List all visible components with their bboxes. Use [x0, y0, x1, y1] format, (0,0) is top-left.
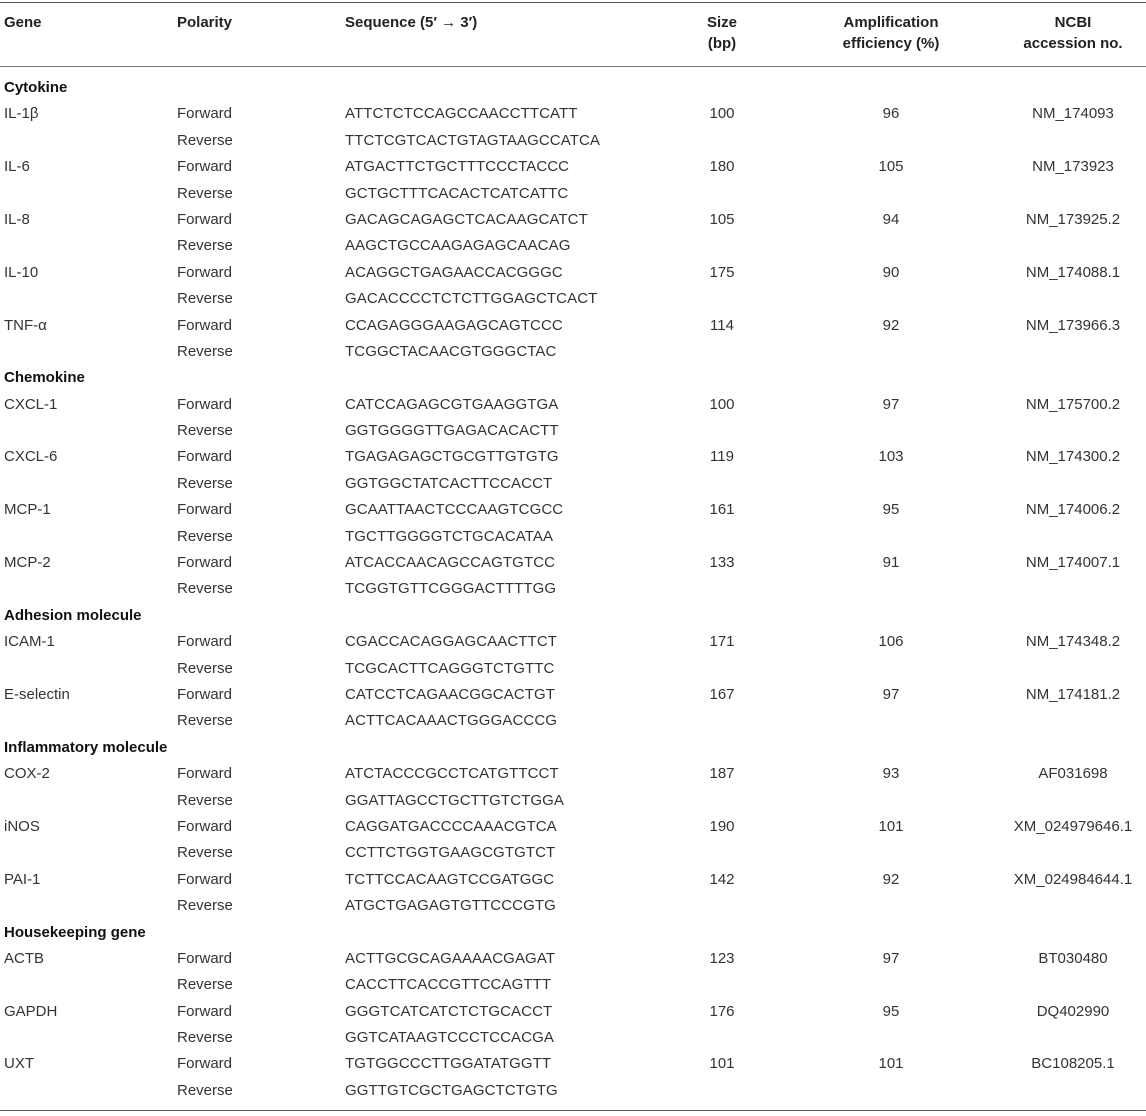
cell-sequence: AAGCTGCCAAGAGAGCAACAG [345, 237, 571, 255]
header-gene: Gene [4, 14, 42, 31]
cell-gene: ICAM-1 [4, 633, 55, 651]
table-row [0, 576, 1146, 602]
cell-sequence: GGATTAGCCTGCTTGTCTGGA [345, 791, 565, 809]
cell-gene: IL-8 [4, 210, 30, 228]
section-heading-row [0, 365, 1146, 391]
cell-size: 114 [710, 316, 734, 334]
cell-size: 171 [709, 633, 735, 651]
cell-ncbi-accession: NM_175700.2 [1025, 395, 1121, 413]
cell-sequence: GGTCATAAGTCCCTCCACGA [345, 1029, 554, 1047]
table-row [0, 339, 1146, 365]
cell-sequence: CACCTTCACCGTTCCAGTTT [345, 976, 552, 994]
cell-polarity: Reverse [177, 131, 233, 149]
header-amplification-line1: Amplification [843, 14, 939, 31]
cell-size: 123 [709, 949, 735, 967]
table-row [0, 207, 1146, 233]
table-row [0, 181, 1146, 207]
cell-polarity: Reverse [177, 1029, 233, 1047]
cell-amplification-efficiency: 95 [882, 501, 900, 519]
cell-sequence: ACTTGCGCAGAAAACGAGAT [345, 949, 556, 967]
cell-amplification-efficiency: 97 [882, 685, 900, 703]
cell-size: 175 [709, 263, 735, 281]
table-row [0, 761, 1146, 787]
header-size-line1: Size [706, 14, 737, 31]
cell-amplification-efficiency: 93 [882, 765, 900, 783]
cell-polarity: Forward [177, 554, 233, 572]
cell-gene: iNOS [4, 817, 40, 835]
cell-size: 167 [709, 685, 735, 703]
cell-sequence: CGACCACAGGAGCAACTTCT [345, 633, 558, 651]
cell-sequence: TCGCACTTCAGGGTCTGTTC [345, 659, 555, 677]
cell-polarity: Reverse [177, 580, 233, 598]
table-row [0, 313, 1146, 339]
cell-polarity: Forward [177, 158, 233, 176]
cell-sequence: TCGGTGTTCGGGACTTTTGG [345, 580, 557, 598]
table-row [0, 233, 1146, 259]
cell-ncbi-accession: NM_174007.1 [1025, 554, 1121, 572]
cell-size: 187 [709, 765, 735, 783]
cell-ncbi-accession: AF031698 [1038, 765, 1108, 783]
cell-sequence: TCTTCCACAAGTCCGATGGC [345, 870, 555, 888]
table-row [0, 788, 1146, 814]
cell-sequence: CCAGAGGGAAGAGCAGTCCC [345, 316, 563, 334]
cell-sequence: ATCACCAACAGCCAGTGTCC [345, 554, 556, 572]
cell-gene: CXCL-6 [4, 448, 58, 466]
cell-polarity: Reverse [177, 897, 233, 915]
cell-sequence: TGCTTGGGGTCTGCACATAA [345, 527, 554, 545]
table-row [0, 682, 1146, 708]
cell-polarity: Reverse [177, 237, 233, 255]
cell-sequence: TCGGCTACAACGTGGGCTAC [345, 342, 557, 360]
cell-polarity: Forward [177, 263, 233, 281]
cell-amplification-efficiency: 92 [882, 316, 900, 334]
cell-amplification-efficiency: 91 [882, 554, 900, 572]
table-row [0, 814, 1146, 840]
header-amplification-line2: efficiency (%) [842, 35, 940, 52]
cell-polarity: Forward [177, 949, 233, 967]
cell-polarity: Forward [177, 1002, 233, 1020]
cell-sequence: GACAGCAGAGCTCACAAGCATCT [345, 210, 588, 228]
cell-ncbi-accession: NM_174006.2 [1025, 501, 1121, 519]
cell-polarity: Reverse [177, 422, 233, 440]
cell-gene: IL-6 [4, 158, 30, 176]
cell-ncbi-accession: XM_024979646.1 [1013, 817, 1133, 835]
cell-amplification-efficiency: 101 [878, 1055, 904, 1073]
table-row [0, 893, 1146, 919]
table-row [0, 418, 1146, 444]
cell-sequence: GACACCCCTCTCTTGGAGCTCACT [345, 290, 598, 308]
cell-amplification-efficiency: 105 [878, 158, 904, 176]
cell-amplification-efficiency: 97 [882, 395, 900, 413]
section-heading: Inflammatory molecule [4, 738, 168, 756]
section-heading: Adhesion molecule [4, 606, 142, 624]
cell-amplification-efficiency: 90 [882, 263, 900, 281]
cell-sequence: GGTGGGGTTGAGACACACTT [345, 422, 559, 440]
cell-ncbi-accession: NM_174300.2 [1025, 448, 1121, 466]
cell-ncbi-accession: NM_173966.3 [1025, 316, 1121, 334]
cell-size: 190 [709, 817, 735, 835]
table-row [0, 101, 1146, 127]
cell-polarity: Reverse [177, 1081, 233, 1099]
cell-ncbi-accession: BT030480 [1038, 949, 1108, 967]
cell-size: 161 [709, 501, 735, 519]
cell-ncbi-accession: NM_173923 [1032, 158, 1114, 176]
cell-gene: PAI-1 [4, 870, 41, 888]
cell-amplification-efficiency: 92 [882, 870, 900, 888]
table-row [0, 629, 1146, 655]
cell-polarity: Forward [177, 1055, 233, 1073]
cell-ncbi-accession: NM_174088.1 [1025, 263, 1121, 281]
cell-sequence: CATCCAGAGCGTGAAGGTGA [345, 395, 559, 413]
cell-gene: MCP-1 [4, 501, 51, 519]
cell-polarity: Forward [177, 105, 233, 123]
table-row [0, 1051, 1146, 1077]
cell-sequence: GGTTGTCGCTGAGCTCTGTG [345, 1081, 558, 1099]
cell-gene: IL-10 [4, 263, 39, 281]
cell-gene: UXT [4, 1055, 34, 1073]
cell-gene: ACTB [4, 949, 45, 967]
cell-sequence: CAGGATGACCCCAAACGTCA [345, 817, 557, 835]
cell-sequence: GCAATTAACTCCCAAGTCGCC [345, 501, 564, 519]
cell-ncbi-accession: NM_173925.2 [1025, 210, 1121, 228]
cell-sequence: TGAGAGAGCTGCGTTGTGTG [345, 448, 559, 466]
table-row [0, 392, 1146, 418]
cell-ncbi-accession: BC108205.1 [1031, 1055, 1115, 1073]
table-row [0, 840, 1146, 866]
cell-polarity: Forward [177, 395, 233, 413]
section-heading-row [0, 75, 1146, 101]
cell-polarity: Forward [177, 817, 233, 835]
header-ncbi-line2: accession no. [1023, 35, 1123, 52]
cell-amplification-efficiency: 103 [878, 448, 904, 466]
header-size-line2: (bp) [707, 35, 737, 52]
cell-polarity: Reverse [177, 527, 233, 545]
table-body [0, 75, 1146, 1104]
cell-polarity: Reverse [177, 976, 233, 994]
cell-sequence: ATCTACCCGCCTCATGTTCCT [345, 765, 559, 783]
table-row [0, 708, 1146, 734]
cell-polarity: Forward [177, 633, 233, 651]
cell-polarity: Forward [177, 870, 233, 888]
cell-ncbi-accession: NM_174181.2 [1025, 685, 1121, 703]
table-row [0, 471, 1146, 497]
header-amplification-efficiency [806, 12, 976, 54]
cell-sequence: GCTGCTTTCACACTCATCATTC [345, 184, 569, 202]
table-row [0, 286, 1146, 312]
section-heading-row [0, 920, 1146, 946]
cell-amplification-efficiency: 96 [882, 105, 900, 123]
section-heading: Cytokine [4, 79, 68, 96]
table-row [0, 946, 1146, 972]
cell-polarity: Reverse [177, 712, 233, 730]
cell-sequence: ATTCTCTCCAGCCAACCTTCATT [345, 105, 578, 123]
cell-gene: E-selectin [4, 685, 70, 703]
cell-sequence: TGTGGCCCTTGGATATGGTT [345, 1055, 552, 1073]
cell-amplification-efficiency: 97 [882, 949, 900, 967]
header-polarity: Polarity [177, 14, 233, 31]
cell-gene: GAPDH [4, 1002, 58, 1020]
cell-amplification-efficiency: 94 [882, 210, 900, 228]
cell-polarity: Reverse [177, 791, 233, 809]
cell-size: 119 [710, 448, 734, 466]
table-row [0, 999, 1146, 1025]
cell-size: 176 [709, 1002, 735, 1020]
table-row [0, 497, 1146, 523]
table-top-rule [0, 2, 1146, 3]
section-heading: Housekeeping gene [4, 923, 146, 941]
header-sequence: Sequence (5′ → 3′) [345, 14, 478, 31]
cell-polarity: Reverse [177, 474, 233, 492]
cell-size: 133 [709, 554, 735, 572]
header-divider-rule [0, 66, 1146, 67]
table-row [0, 444, 1146, 470]
cell-polarity: Reverse [177, 659, 233, 677]
cell-amplification-efficiency: 95 [882, 1002, 900, 1020]
cell-polarity: Reverse [177, 184, 233, 202]
section-heading: Chemokine [4, 369, 85, 387]
cell-gene: COX-2 [4, 765, 50, 783]
table-row [0, 1025, 1146, 1051]
cell-sequence: GGGTCATCATCTCTGCACCT [345, 1002, 553, 1020]
cell-sequence: CCTTCTGGTGAAGCGTGTCT [345, 844, 556, 862]
table-row [0, 656, 1146, 682]
table-row [0, 867, 1146, 893]
cell-size: 105 [709, 210, 735, 228]
table-row [0, 260, 1146, 286]
cell-polarity: Forward [177, 765, 233, 783]
header-size [690, 12, 754, 54]
cell-sequence: ACAGGCTGAGAACCACGGGC [345, 263, 563, 281]
cell-sequence: TTCTCGTCACTGTAGTAAGCCATCA [345, 131, 600, 149]
cell-size: 100 [709, 105, 735, 123]
cell-gene: IL-1β [4, 105, 39, 123]
cell-polarity: Forward [177, 685, 233, 703]
cell-ncbi-accession: XM_024984644.1 [1013, 870, 1133, 888]
cell-sequence: CATCCTCAGAACGGCACTGT [345, 685, 556, 703]
table-row [0, 972, 1146, 998]
table-row [0, 1078, 1146, 1104]
section-heading-row [0, 603, 1146, 629]
cell-polarity: Reverse [177, 844, 233, 862]
cell-ncbi-accession: DQ402990 [1036, 1002, 1110, 1020]
cell-sequence: ATGCTGAGAGTGTTCCCGTG [345, 897, 556, 915]
cell-ncbi-accession: NM_174093 [1032, 105, 1114, 123]
cell-polarity: Reverse [177, 290, 233, 308]
cell-gene: CXCL-1 [4, 395, 58, 413]
table-row [0, 550, 1146, 576]
section-heading-row [0, 735, 1146, 761]
table-bottom-rule [0, 1110, 1146, 1111]
cell-polarity: Forward [177, 210, 233, 228]
cell-size: 100 [709, 395, 735, 413]
cell-size: 142 [709, 870, 735, 888]
cell-size: 101 [709, 1055, 735, 1073]
cell-polarity: Forward [177, 316, 233, 334]
cell-sequence: ATGACTTCTGCTTTCCCTACCC [345, 158, 570, 176]
cell-ncbi-accession: NM_174348.2 [1025, 633, 1121, 651]
cell-polarity: Forward [177, 448, 233, 466]
header-ncbi-accession [1000, 12, 1146, 54]
table-row [0, 154, 1146, 180]
cell-amplification-efficiency: 106 [878, 633, 904, 651]
cell-amplification-efficiency: 101 [878, 817, 904, 835]
cell-gene: TNF-α [4, 316, 47, 334]
table-row [0, 524, 1146, 550]
table-row [0, 128, 1146, 154]
cell-polarity: Reverse [177, 342, 233, 360]
cell-size: 180 [709, 158, 735, 176]
cell-sequence: GGTGGCTATCACTTCCACCT [345, 474, 553, 492]
cell-sequence: ACTTCACAAACTGGGACCCG [345, 712, 558, 730]
cell-polarity: Forward [177, 501, 233, 519]
header-ncbi-line1: NCBI [1054, 14, 1092, 31]
cell-gene: MCP-2 [4, 554, 51, 572]
